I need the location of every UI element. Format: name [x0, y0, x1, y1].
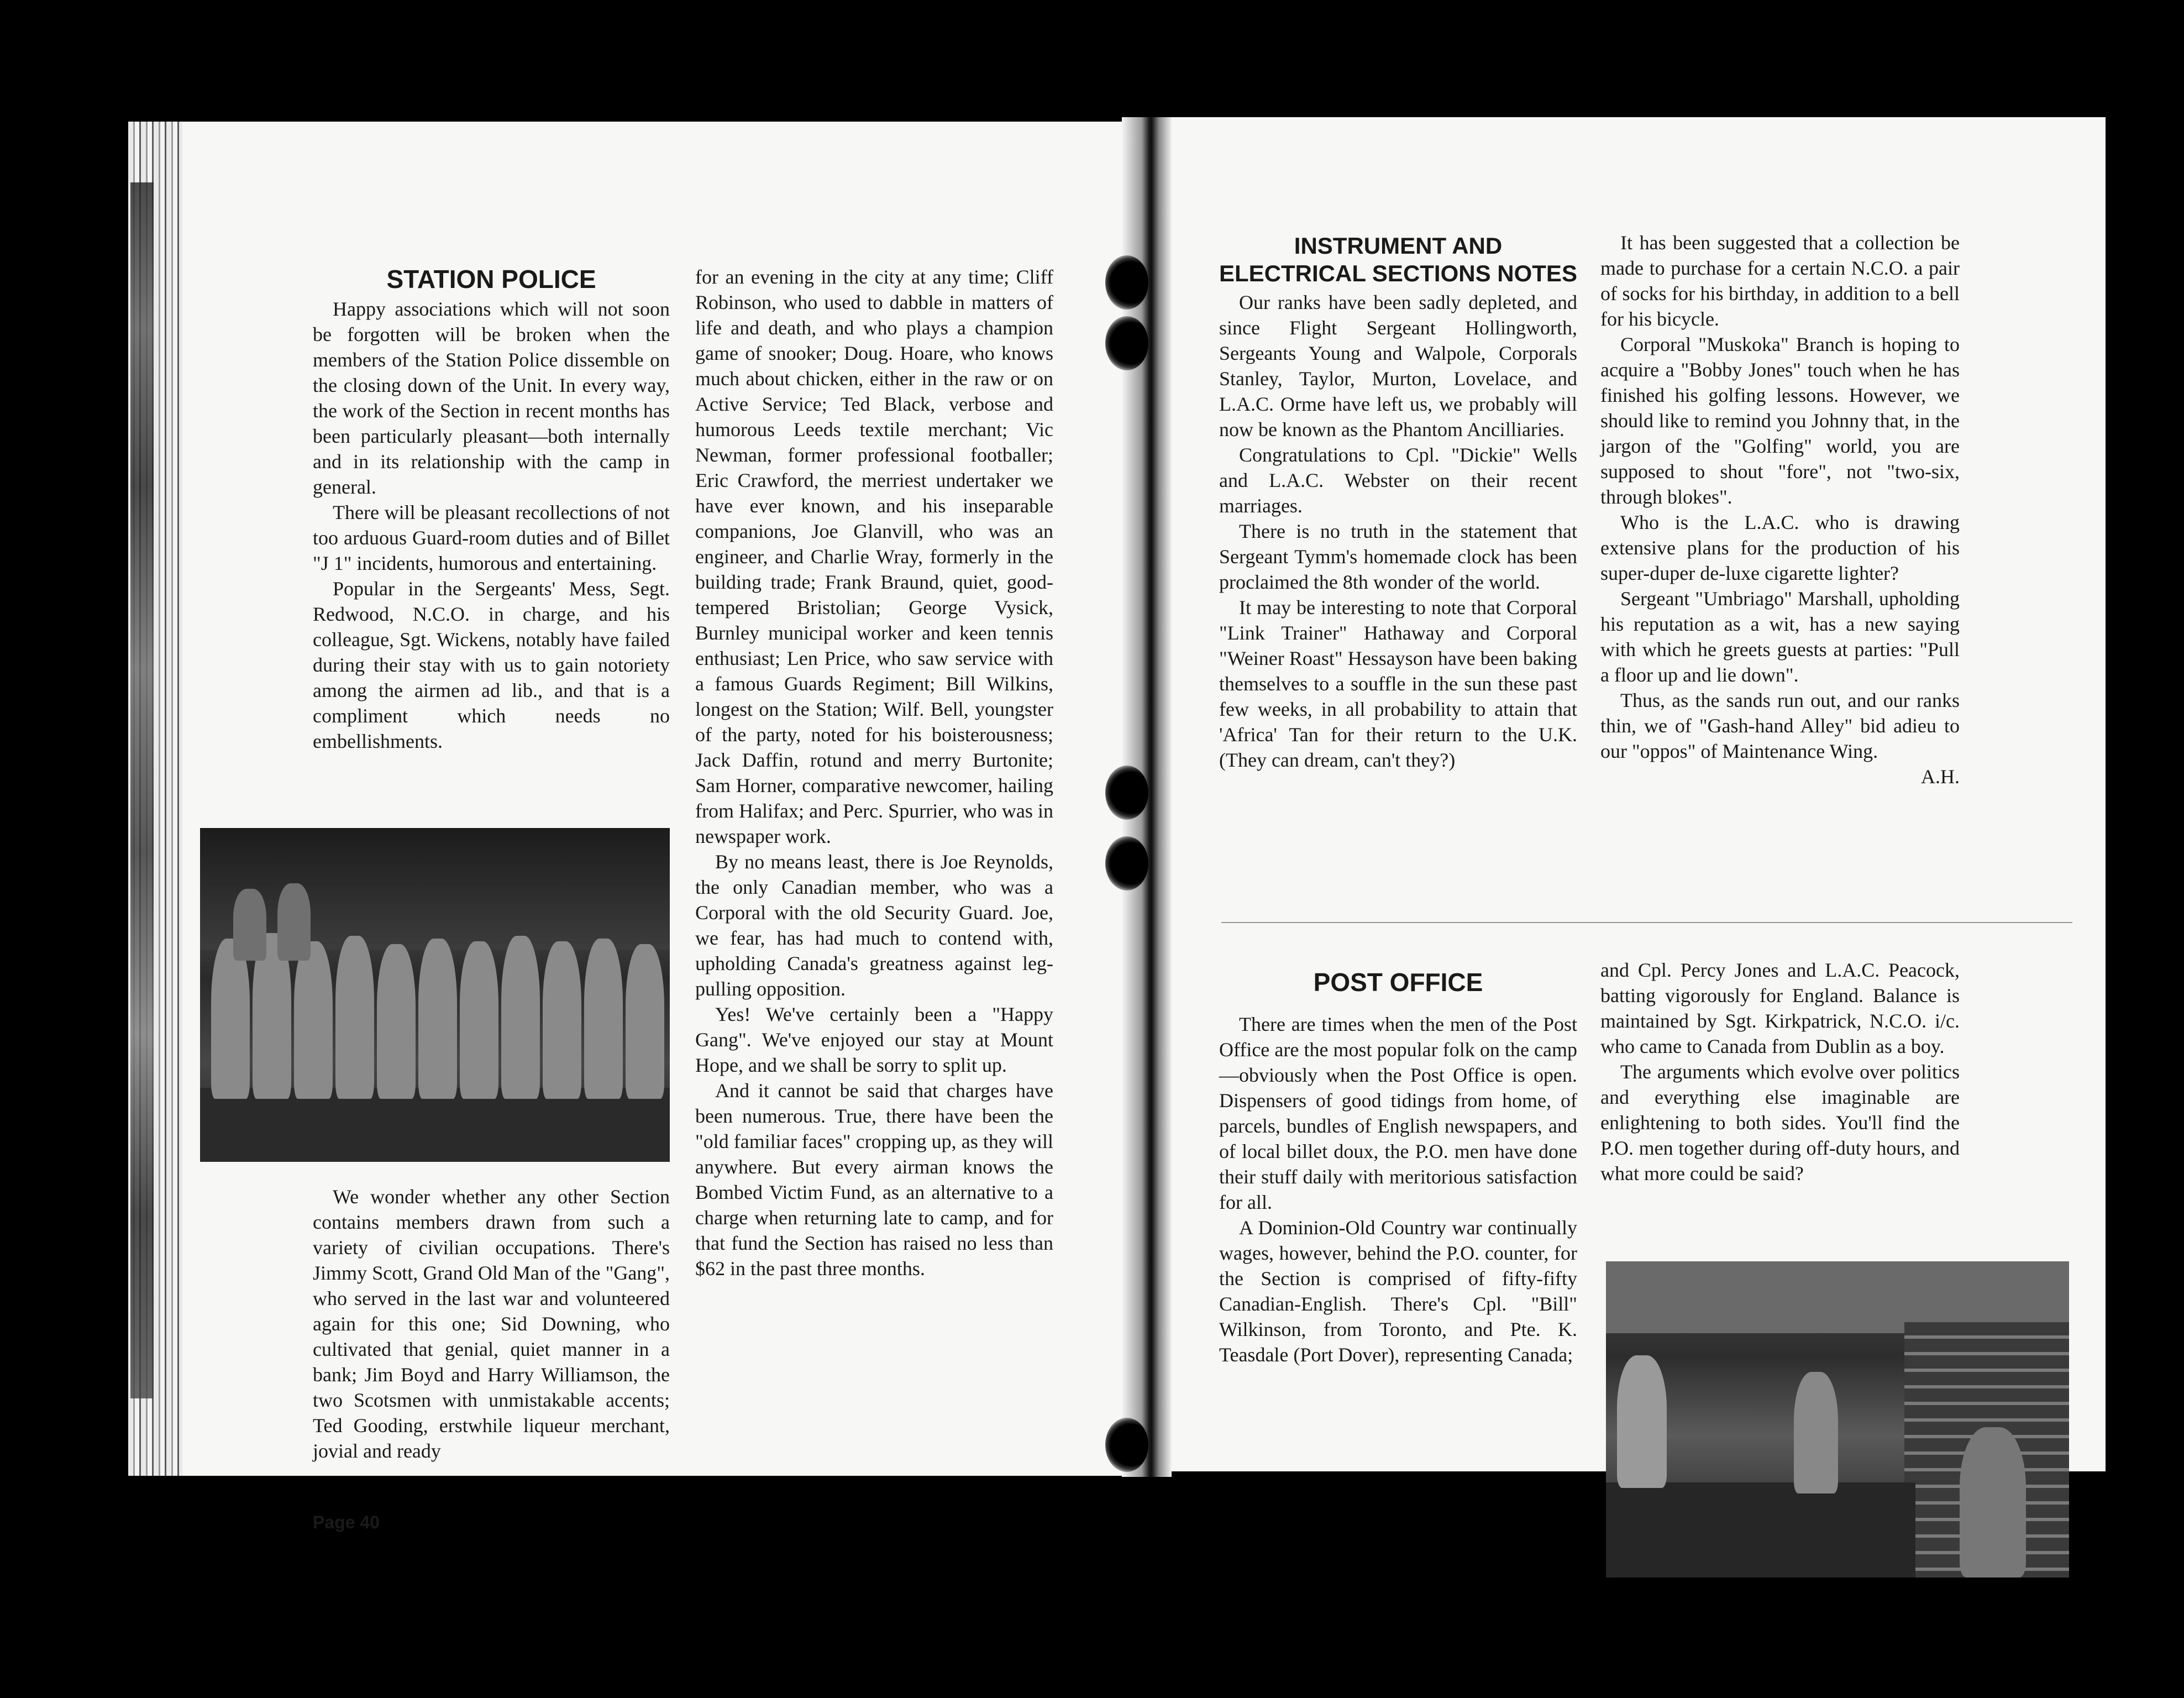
author-signature: A.H. — [1921, 766, 1960, 788]
binding-hole — [1105, 766, 1148, 820]
instrument-electrical-heading: INSTRUMENT AND ELECTRICAL SECTIONS NOTES — [1219, 233, 1577, 286]
paragraph: Happy associations which will not soon be forgotten will be broken when the members of the Station Police dissemble on the closing down of the Unit. In every way, the work of the Section in recent months has been particularly pleasant—both internally and in its relationship with the camp in general. — [313, 298, 670, 498]
paragraph: and Cpl. Percy Jones and L.A.C. Peacock, batting vigorously for England. Balance is maintained by Sgt. Kirkpatrick, N.C.O. i/c. who came to Canada from Dublin as a boy. — [1600, 959, 1960, 1057]
paragraph: It has been suggested that a collection be made to purchase for a certain N.C.O. a pair of socks for his birthday, in addition to a bell for his bicycle. — [1600, 232, 1960, 330]
station-police-column-bottom — [313, 1184, 670, 1464]
paragraph: By no means least, there is Joe Reynolds, the only Canadian member, who was a Corporal with the old Security Guard. Joe, we fear, has had much to contend with, upholding Canada's greatness against leg-pulling opposition. — [695, 851, 1053, 1000]
station-police-column-right — [695, 264, 1053, 1281]
paragraph: Our ranks have been sadly depleted, and since Flight Sergeant Hollingworth, Sergeants Young and Walpole, Corporals Stanley, Taylor, Murton, Lovelace, and L.A.C. Orme have left us, we probably will now be known as the Phantom Ancilliaries. — [1219, 291, 1577, 441]
paragraph: There is no truth in the statement that Sergeant Tymm's homemade clock has been proclaimed the 8th wonder of the world. — [1219, 520, 1577, 593]
paragraph: Yes! We've certainly been a "Happy Gang". We've enjoyed our stay at Mount Hope, and we shall be sorry to split up. — [695, 1003, 1053, 1076]
instrument-electrical-column — [1219, 232, 1577, 773]
binding-hole — [1105, 1418, 1148, 1472]
paragraph: Sergeant "Umbriago" Marshall, upholding his reputation as a wit, has a new saying with which he greets guests at parties: "Pull a floor up and lie down". — [1600, 588, 1960, 686]
paragraph: A Dominion-Old Country war continually wages, however, behind the P.O. counter, for the Section is comprised of fifty-fifty Canadian-English. There's Cpl. "Bill" Wilkinson, from Toronto, and Pte. K. Teasdale (Port Dover), representing Canada; — [1219, 1217, 1577, 1366]
paragraph: for an evening in the city at any time; Cliff Robinson, who used to dabble in matters of life and death, and who plays a champion game of snooker; Doug. Hoare, who knows much about chicken, either in the raw or on Active Service; Ted Black, verbose and humorous Leeds textile merchant; Vic Newman, former professional footballer; Eric Crawford, the merriest undertaker we have ever known, and his inseparable companions, Joe Glanvill, who was an engineer, and Charlie Wray, formerly in the building trade; Frank Braund, quiet, good-tempered Bristolian; George Vysick, Burnley municipal worker and keen tennis enthusiast; Len Price, who saw service with a famous Guards Regiment; Bill Wilkins, longest on the Station; Wilf. Bell, youngster of the party, noted for his boisterousness; Jack Daffin, rotund and merry Burtonite; Sam Horner, comparative newcomer, hailing from Halifax; and Perc. Spurrier, who was in newspaper work. — [695, 266, 1053, 847]
paragraph: And it cannot be said that charges have been numerous. True, there have been the "old familiar faces" cropping up, as they will anywhere. But every airman knows the Bombed Victim Fund, as an alternative to a charge when returning late to camp, and for that fund the Section has raised no less than $62 in the past three months. — [695, 1079, 1053, 1280]
post-office-photo — [1606, 1261, 2069, 1578]
paragraph: Corporal "Muskoka" Branch is hoping to acquire a "Bobby Jones" touch when he has finished his golfing lessons. However, we should like to remind you Johnny that, in the jargon of the "Golfing" world, you are supposed to shout "fore", not "two-six, through blokes". — [1600, 333, 1960, 508]
paragraph: There are times when the men of the Post Office are the most popular folk on the camp—obviously when the Post Office is open. Dispensers of good tidings from home, of parcels, bundles of English newspapers, and of local billet doux, the P.O. men have done their stuff daily with meritorious satisfaction for all. — [1219, 1013, 1577, 1213]
post-office-heading: POST OFFICE — [1313, 968, 1483, 997]
section-divider — [1221, 922, 2072, 923]
binding-hole — [1105, 255, 1148, 310]
paragraph: There will be pleasant recollections of not too arduous Guard-room duties and of Billet "J 1" incidents, humorous and entertaining. — [313, 501, 670, 574]
paragraph: It may be interesting to note that Corporal "Link Trainer" Hathaway and Corporal "Weiner Roast" Hessayson have been baking themselves to a souffle in the sun these past few weeks, in all probability to attain that 'Africa' Tan for their return to the U.K. (They can dream, can't they?) — [1219, 596, 1577, 771]
binding-hole — [1105, 316, 1148, 370]
paragraph: Congratulations to Cpl. "Dickie" Wells and L.A.C. Webster on their recent marriages. — [1219, 444, 1577, 517]
station-police-column-top — [313, 264, 670, 754]
station-police-group-photo — [200, 828, 670, 1162]
paragraph: The arguments which evolve over politics and everything else imaginable are enlightening to both sides. You'll find the P.O. men together during off-duty hours, and what more could be said? — [1600, 1061, 1960, 1185]
post-office-column — [1219, 967, 1577, 1367]
page-number: Page 40 — [313, 1512, 380, 1532]
page-edge-shadow — [130, 182, 154, 1398]
post-office-column-continued — [1600, 957, 1960, 1186]
instrument-electrical-column-continued — [1600, 230, 1960, 789]
station-police-heading: STATION POLICE — [386, 265, 596, 294]
paragraph: We wonder whether any other Section contains members drawn from such a variety of civilian occupations. There's Jimmy Scott, Grand Old Man of the "Gang", who served in the last war and volunteered again for this one; Sid Downing, who cultivated that genial, quiet manner in a bank; Jim Boyd and Harry Williamson, the two Scotsmen with unmistakable accents; Ted Gooding, erstwhile liqueur merchant, jovial and ready — [313, 1186, 670, 1462]
paragraph: Thus, as the sands run out, and our ranks thin, we of "Gash-hand Alley" bid adieu to our "oppos" of Maintenance Wing. — [1600, 689, 1960, 762]
paragraph: Who is the L.A.C. who is drawing extensive plans for the production of his super-duper de-luxe cigarette lighter? — [1600, 511, 1960, 584]
paragraph: Popular in the Sergeants' Mess, Segt. Redwood, N.C.O. in charge, and his colleague, Sgt. Wickens, notably have failed during their stay with us to gain notoriety among the airmen ad lib., and that is a compliment which needs no embellishments. — [313, 578, 670, 752]
binding-hole — [1105, 836, 1148, 890]
